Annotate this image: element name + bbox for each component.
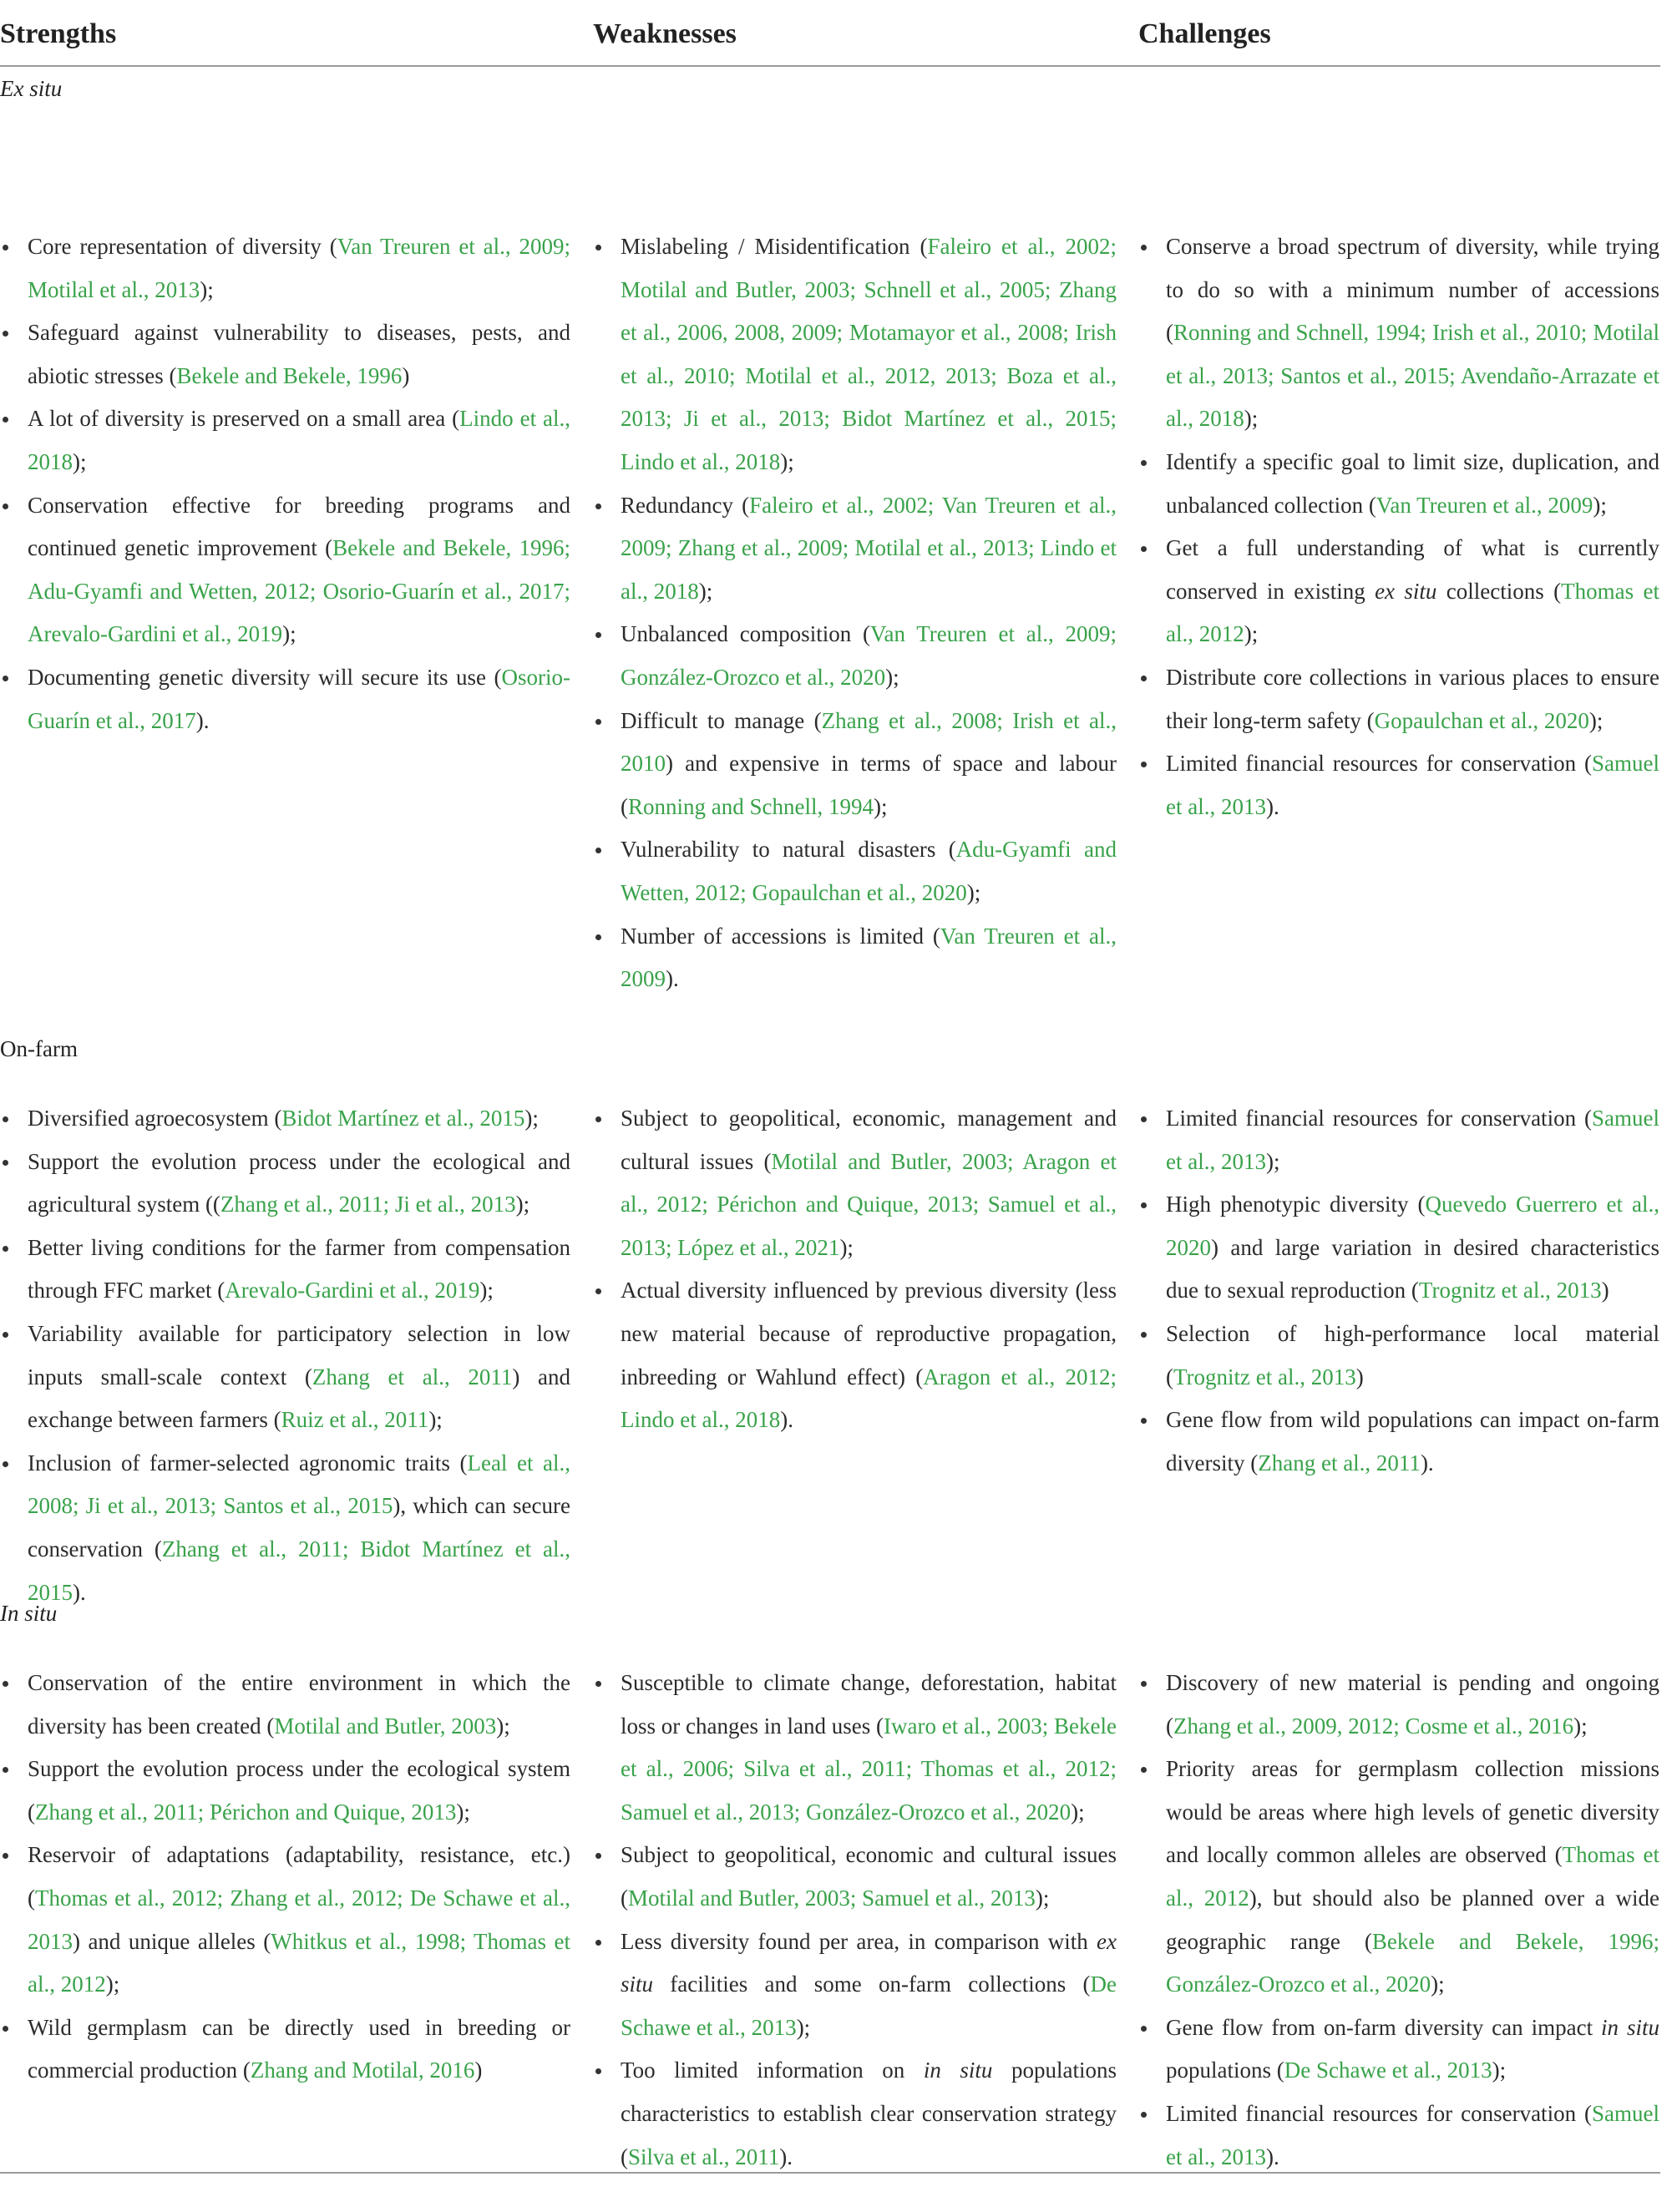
- citation-link[interactable]: Whitkus et al., 1998; Thomas et al., 2012: [28, 1928, 570, 1997]
- citation-link[interactable]: Zhang and Motilal, 2016: [250, 2058, 475, 2083]
- item-text: Priority areas for germplasm collection missions would be areas where high levels of genetic diversity and locally common alleles are observed (: [1166, 1756, 1659, 1868]
- list-item: [593, 1921, 1117, 2050]
- citation-link[interactable]: Lindo et al., 2018: [28, 406, 570, 474]
- item-punctuation: ).: [1265, 793, 1279, 819]
- item-text: Core representation of diversity (: [28, 234, 337, 259]
- item-punctuation: );: [515, 1192, 530, 1217]
- item-punctuation: );: [456, 1799, 470, 1825]
- list-item: [0, 1748, 570, 1834]
- citation-link[interactable]: Motilal and Butler, 2003: [274, 1713, 497, 1739]
- list-item: [0, 656, 570, 742]
- list-item: [1138, 1313, 1659, 1399]
- list-item: [0, 2007, 570, 2093]
- citation-link[interactable]: Van Treuren et al., 2009: [1376, 492, 1593, 518]
- list-item: [1138, 1662, 1659, 1748]
- item-text: Limited financial resources for conservation (: [1166, 751, 1592, 777]
- citation-link[interactable]: Faleiro et al., 2002; Motilal and Butler, 2003; Schnell et al., 2005; Zhang et al., 2006, 2008, 2009; Motamayor et al., 2008; Irish et al., 2010; Motilal et al., 2012, 2013; Boza et al., 2013; Ji et al., 2013; Bidot Martínez et al., 2015; Lindo et al., 2018: [621, 234, 1117, 474]
- item-text: Better living conditions for the farmer from compensation through FFC market (: [28, 1234, 570, 1303]
- list-item: [0, 1227, 570, 1313]
- item-text: Variability available for participatory selection in low inputs small-scale context (: [28, 1320, 570, 1389]
- item-text: Support the evolution process under the ecological system (: [28, 1756, 570, 1825]
- item-text: Discovery of new material is pending and ongoing (: [1166, 1670, 1659, 1739]
- list-item: [1138, 1183, 1659, 1313]
- section-title-on-farm: On-farm: [0, 1036, 78, 1061]
- citation-link[interactable]: Zhang et al., 2008; Irish et al., 2010: [621, 707, 1117, 777]
- item-punctuation: );: [524, 1106, 539, 1131]
- header-rule: [0, 65, 1660, 67]
- citation-link[interactable]: Bidot Martínez et al., 2015: [281, 1106, 525, 1131]
- citation-link[interactable]: Samuel et al., 2013: [1166, 751, 1659, 819]
- item-punctuation: );: [73, 448, 87, 474]
- list-item: [1138, 1399, 1659, 1485]
- item-italic: in situ: [923, 2058, 993, 2083]
- item-punctuation: );: [496, 1713, 510, 1739]
- item-punctuation: ).: [780, 1407, 793, 1433]
- citation-link[interactable]: Motilal and Butler, 2003; Samuel et al., 2013: [628, 1885, 1036, 1911]
- citation-link[interactable]: Bekele and Bekele, 1996; González-Orozco et al., 2020: [1166, 1928, 1659, 1997]
- list-item: [0, 1097, 570, 1141]
- item-punctuation: );: [839, 1234, 854, 1260]
- citation-link[interactable]: Leal et al., 2008; Ji et al., 2013; Santos et al., 2015: [28, 1450, 570, 1519]
- item-text: ) and large variation in desired characteristics due to sexual reproduction (: [1166, 1234, 1659, 1303]
- item-text: Gene flow from wild populations can impact on-farm diversity (: [1166, 1407, 1659, 1476]
- item-text: Identify a specific goal to limit size, duplication, and unbalanced collection (: [1166, 448, 1659, 518]
- item-text: Support the evolution process under the ecological and agricultural system ((: [28, 1148, 570, 1217]
- item-text: Redundancy (: [621, 492, 750, 518]
- item-punctuation: );: [1431, 1972, 1445, 1997]
- on-farm-weaknesses-list: [593, 1097, 1117, 1442]
- item-punctuation: );: [1265, 1148, 1280, 1174]
- item-text: Mislabeling / Misidentification (: [621, 234, 928, 259]
- list-item: [1138, 656, 1659, 742]
- header-weaknesses: Weaknesses: [593, 18, 737, 49]
- citation-link[interactable]: Osorio-Guarín et al., 2017: [28, 664, 570, 733]
- item-italic: in situ: [1601, 2014, 1659, 2040]
- in-situ-weaknesses-list: [593, 1662, 1117, 2179]
- item-text: facilities and some on-farm collections (: [653, 1972, 1091, 1997]
- item-text: Diversified agroecosystem (: [28, 1106, 282, 1131]
- citation-link[interactable]: Van Treuren et al., 2009; Motilal et al., 2013: [28, 234, 570, 302]
- list-item: [593, 225, 1117, 484]
- list-item: [0, 1313, 570, 1442]
- section-title-in-situ: In situ: [0, 1601, 58, 1626]
- item-text: Safeguard against vulnerability to diseases, pests, and abiotic stresses (: [28, 320, 570, 388]
- item-text: Number of accessions is limited (: [621, 923, 940, 949]
- item-punctuation: );: [200, 276, 214, 302]
- item-punctuation: ).: [195, 707, 210, 733]
- list-item: [593, 1097, 1117, 1269]
- item-text: populations characteristics to establish clear conservation strategy (: [621, 2058, 1117, 2169]
- item-text: collections (: [1436, 578, 1562, 604]
- list-item: [1138, 1748, 1659, 2007]
- header-strengths: Strengths: [0, 18, 117, 49]
- item-text: Difficult to manage (: [621, 707, 822, 733]
- list-item: [0, 1141, 570, 1227]
- list-item: [593, 484, 1117, 614]
- item-text: ), but should also be planned over a wide geographic range (: [1166, 1885, 1659, 1954]
- list-item: [593, 1834, 1117, 1920]
- item-punctuation: ): [1355, 1364, 1364, 1389]
- item-text: Limited financial resources for conservation (: [1166, 1106, 1592, 1131]
- citation-link[interactable]: Arevalo-Gardini et al., 2019: [225, 1278, 480, 1303]
- citation-link[interactable]: Zhang et al., 2011; Périchon and Quique, 2013: [35, 1799, 457, 1825]
- item-punctuation: );: [105, 1972, 120, 1997]
- item-text: Wild germplasm can be directly used in breeding or commercial production (: [28, 2014, 570, 2083]
- citation-link[interactable]: Thomas et al., 2012: [1166, 1842, 1659, 1911]
- in-situ-challenges-list: [1138, 1662, 1659, 2179]
- item-punctuation: );: [428, 1407, 443, 1433]
- item-text: populations (: [1166, 2058, 1284, 2083]
- item-punctuation: );: [1071, 1799, 1085, 1825]
- item-punctuation: ).: [666, 966, 679, 992]
- item-text: Inclusion of farmer-selected agronomic traits (: [28, 1450, 468, 1476]
- item-punctuation: );: [1573, 1713, 1588, 1739]
- item-italic: ex situ: [621, 1928, 1117, 1997]
- citation-link[interactable]: Gopaulchan et al., 2020: [1374, 707, 1589, 733]
- item-punctuation: );: [698, 578, 713, 604]
- item-punctuation: );: [1244, 621, 1259, 647]
- list-item: [0, 397, 570, 483]
- list-item: [1138, 2093, 1659, 2179]
- on-farm-challenges-list: [1138, 1097, 1659, 1485]
- item-punctuation: );: [1588, 707, 1604, 733]
- list-item: [1138, 527, 1659, 656]
- item-punctuation: );: [479, 1278, 494, 1303]
- list-item: [0, 311, 570, 397]
- citation-link[interactable]: Trognitz et al., 2013: [1173, 1364, 1356, 1389]
- item-text: Conserve a broad spectrum of diversity, while trying to do so with a minimum number of accessions (: [1166, 234, 1659, 346]
- list-item: [1138, 2007, 1659, 2093]
- item-text: Distribute core collections in various places to ensure their long-term safety (: [1166, 664, 1659, 733]
- item-punctuation: ).: [73, 1579, 86, 1605]
- citation-link[interactable]: Zhang et al., 2011: [312, 1364, 513, 1389]
- citation-link[interactable]: De Schawe et al., 2013: [1284, 2058, 1492, 2083]
- citation-link[interactable]: Thomas et al., 2012: [1166, 578, 1659, 647]
- citation-link[interactable]: Samuel et al., 2013: [1166, 2100, 1659, 2169]
- list-item: [0, 1834, 570, 2006]
- list-item: [593, 1269, 1117, 1441]
- item-text: Conservation of the entire environment in which the diversity has been created (: [28, 1670, 570, 1739]
- citation-link[interactable]: Quevedo Guerrero et al., 2020: [1166, 1192, 1659, 1260]
- citation-link[interactable]: Van Treuren et al., 2009: [621, 923, 1117, 992]
- citation-link[interactable]: Trognitz et al., 2013: [1418, 1278, 1602, 1303]
- citation-link[interactable]: Bekele and Bekele, 1996: [176, 362, 403, 388]
- item-punctuation: ): [402, 362, 410, 388]
- item-punctuation: );: [282, 621, 296, 647]
- item-text: Gene flow from on-farm diversity can impact: [1166, 2014, 1602, 2040]
- citation-link[interactable]: Thomas et al., 2012; Zhang et al., 2012; De Schawe et al., 2013: [28, 1885, 570, 1954]
- item-text: ) and expensive in terms of space and labour (: [621, 751, 1117, 819]
- citation-link[interactable]: Faleiro et al., 2002; Van Treuren et al., 2009; Zhang et al., 2009; Motilal et al., 2013; Lindo et al., 2018: [621, 492, 1117, 604]
- item-text: Less diversity found per area, in comparison with: [621, 1928, 1097, 1954]
- citation-link[interactable]: De Schawe et al., 2013: [621, 1972, 1117, 2040]
- ex-situ-challenges-list: [1138, 225, 1659, 828]
- item-text: Subject to geopolitical, economic, management and cultural issues (: [621, 1106, 1117, 1174]
- item-text: Conservation effective for breeding programs and continued genetic improvement (: [28, 492, 570, 561]
- bottom-rule: [0, 2172, 1660, 2174]
- item-text: Reservoir of adaptations (adaptability, resistance, etc.) (: [28, 1842, 570, 1911]
- item-text: Selection of high-performance local material (: [1166, 1320, 1659, 1389]
- citation-link[interactable]: Ronning and Schnell, 1994: [628, 793, 874, 819]
- list-item: [1138, 742, 1659, 828]
- item-punctuation: );: [1492, 2058, 1507, 2083]
- list-item: [593, 2049, 1117, 2179]
- item-text: Vulnerability to natural disasters (: [621, 837, 956, 863]
- item-punctuation: );: [873, 793, 888, 819]
- item-punctuation: ).: [1420, 1450, 1434, 1476]
- item-text: Limited financial resources for conservation (: [1166, 2100, 1592, 2126]
- item-italic: ex situ: [1375, 578, 1437, 604]
- citation-link[interactable]: Bekele and Bekele, 1996; Adu-Gyamfi and Wetten, 2012; Osorio-Guarín et al., 2017; Arevalo-Gardini et al., 2019: [28, 535, 570, 647]
- list-item: [0, 1442, 570, 1614]
- citation-link[interactable]: Zhang et al., 2011: [1258, 1450, 1421, 1476]
- citation-link[interactable]: Zhang et al., 2009, 2012; Cosme et al., 2016: [1173, 1713, 1574, 1739]
- item-punctuation: );: [1244, 406, 1259, 432]
- item-punctuation: ): [474, 2058, 483, 2083]
- citation-link[interactable]: Samuel et al., 2013: [1166, 1106, 1659, 1174]
- item-punctuation: );: [1593, 492, 1607, 518]
- list-item: [1138, 1097, 1659, 1183]
- item-punctuation: );: [1035, 1885, 1050, 1911]
- ex-situ-weaknesses-list: [593, 225, 1117, 1001]
- item-punctuation: );: [885, 664, 899, 690]
- item-text: Subject to geopolitical, economic and cultural issues (: [621, 1842, 1117, 1911]
- item-punctuation: ): [1601, 1278, 1609, 1303]
- item-punctuation: );: [796, 2014, 811, 2040]
- item-text: Get a full understanding of what is currently conserved in existing: [1166, 535, 1659, 604]
- item-text: High phenotypic diversity (: [1166, 1192, 1426, 1217]
- on-farm-strengths-list: [0, 1097, 570, 1614]
- list-item: [593, 1662, 1117, 1834]
- list-item: [593, 700, 1117, 829]
- list-item: [0, 484, 570, 656]
- in-situ-strengths-list: [0, 1662, 570, 2093]
- item-text: Too limited information on: [621, 2058, 924, 2083]
- ex-situ-strengths-list: [0, 225, 570, 742]
- item-punctuation: ).: [779, 2144, 793, 2169]
- item-text: Documenting genetic diversity will secure its use (: [28, 664, 502, 690]
- list-item: [593, 828, 1117, 914]
- item-text: ) and unique alleles (: [73, 1928, 271, 1954]
- item-text: A lot of diversity is preserved on a small area (: [28, 406, 460, 432]
- citation-link[interactable]: Iwaro et al., 2003; Bekele et al., 2006; Silva et al., 2011; Thomas et al., 2012; Samuel et al., 2013; González-Orozco et al., 2020: [621, 1713, 1117, 1825]
- list-item: [0, 225, 570, 311]
- citation-link[interactable]: Adu-Gyamfi and Wetten, 2012; Gopaulchan et al., 2020: [621, 837, 1117, 905]
- citation-link[interactable]: Motilal and Butler, 2003; Aragon et al., 2012; Périchon and Quique, 2013; Samuel et al., 2013; López et al., 2021: [621, 1148, 1117, 1260]
- list-item: [0, 1662, 570, 1748]
- list-item: [1138, 441, 1659, 527]
- citation-link[interactable]: Ronning and Schnell, 1994; Irish et al., 2010; Motilal et al., 2013; Santos et al., 2015; Avendaño-Arrazate et al., 2018: [1166, 320, 1659, 432]
- item-punctuation: );: [966, 879, 981, 905]
- list-item: [1138, 225, 1659, 441]
- list-item: [593, 915, 1117, 1001]
- item-text: ) and exchange between farmers (: [28, 1364, 570, 1433]
- citation-link[interactable]: Silva et al., 2011: [628, 2144, 780, 2169]
- item-text: ), which can secure conservation (: [28, 1493, 570, 1562]
- item-punctuation: );: [780, 448, 794, 474]
- citation-link[interactable]: Zhang et al., 2011; Bidot Martínez et al., 2015: [28, 1536, 570, 1605]
- item-text: Susceptible to climate change, deforestation, habitat loss or changes in land uses (: [621, 1670, 1117, 1739]
- item-text: Actual diversity influenced by previous diversity (less new material because of reproductive propagation, inbreeding or Wahlund effect) (: [621, 1278, 1117, 1389]
- citation-link[interactable]: Aragon et al., 2012; Lindo et al., 2018: [621, 1364, 1117, 1433]
- header-challenges: Challenges: [1138, 18, 1271, 49]
- citation-link[interactable]: Zhang et al., 2011; Ji et al., 2013: [220, 1192, 516, 1217]
- list-item: [593, 613, 1117, 699]
- citation-link[interactable]: Van Treuren et al., 2009; González-Orozco et al., 2020: [621, 621, 1117, 690]
- item-text: Unbalanced composition (: [621, 621, 870, 647]
- item-punctuation: ).: [1265, 2144, 1279, 2169]
- section-title-ex-situ: Ex situ: [0, 76, 63, 101]
- citation-link[interactable]: Ruiz et al., 2011: [281, 1407, 429, 1433]
